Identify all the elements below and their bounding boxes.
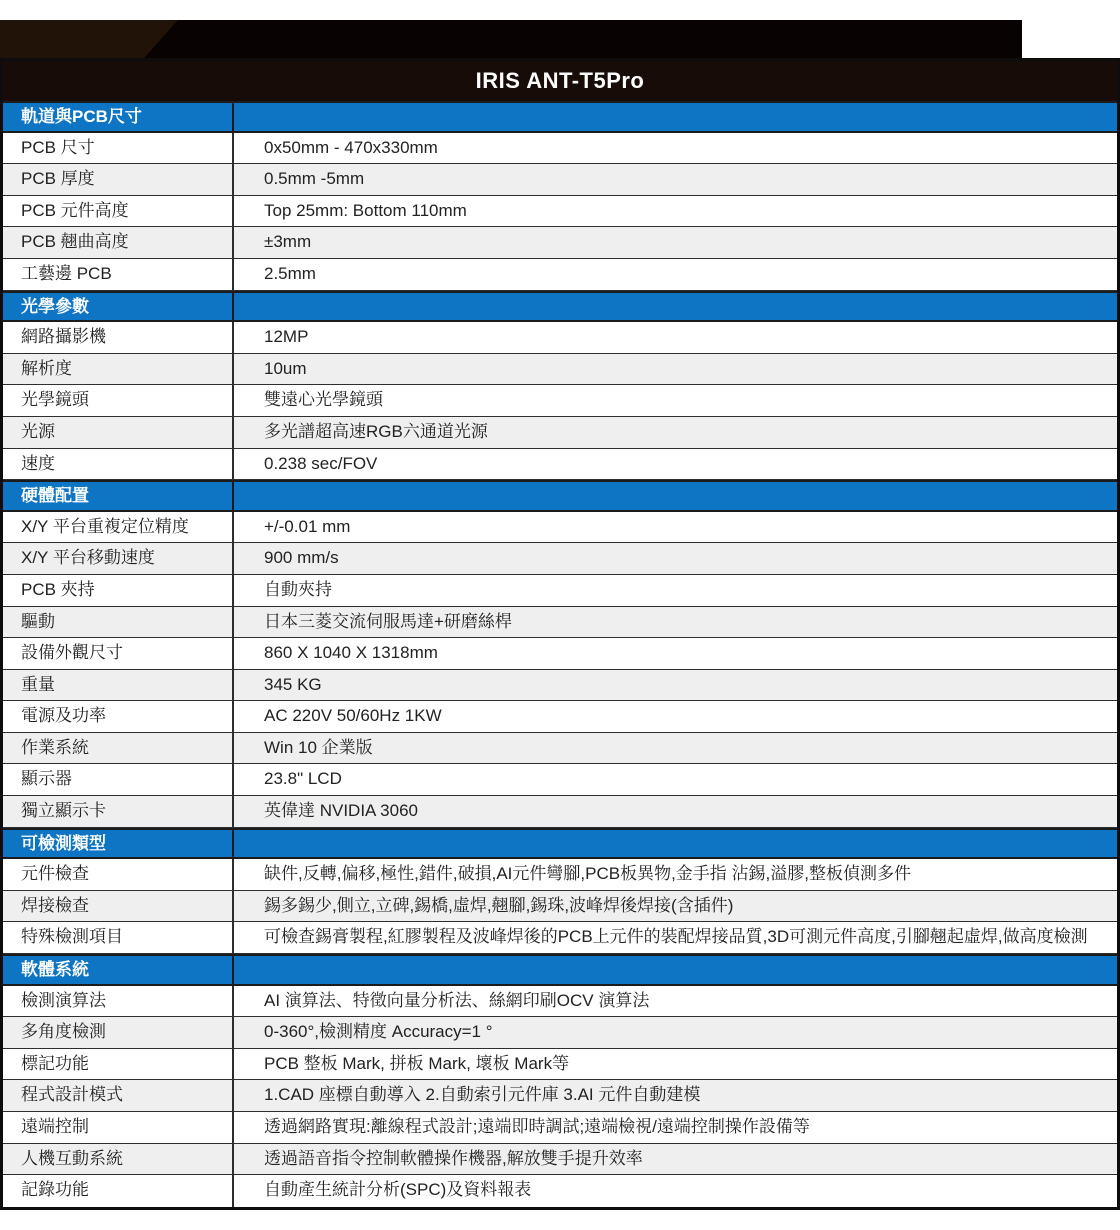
- section-header-spacer: [232, 482, 1117, 510]
- top-banner: [0, 20, 1022, 58]
- spec-row: [3, 733, 1117, 765]
- spec-value: 可檢查錫膏製程,紅膠製程及波峰焊後的PCB上元件的裝配焊接品質,3D可測元件高度,引腳翹起虛焊,做高度檢測: [232, 922, 1117, 953]
- section-header-spacer: [232, 830, 1117, 858]
- spec-value: AI 演算法、特徵向量分析法、絲網印刷OCV 演算法: [232, 986, 1117, 1017]
- spec-row: [3, 196, 1117, 228]
- spec-value: 日本三菱交流伺服馬達+研磨絲桿: [232, 607, 1117, 638]
- spec-row: [3, 417, 1117, 449]
- spec-label: 程式設計模式: [21, 1085, 123, 1105]
- spec-label: 元件檢查: [21, 864, 89, 884]
- section-header-label: 軟體系統: [21, 960, 89, 980]
- spec-value: PCB 整板 Mark, 拼板 Mark, 壞板 Mark等: [232, 1049, 1117, 1080]
- spec-row: [3, 891, 1117, 923]
- spec-label: 遠端控制: [21, 1117, 89, 1136]
- spec-row: [3, 227, 1117, 259]
- spec-value: 0-360°,檢測精度 Accuracy=1 °: [232, 1017, 1117, 1048]
- spec-label: 光學鏡頭: [21, 390, 89, 410]
- spec-value: 自動產生統計分析(SPC)及資料報表: [232, 1175, 1117, 1207]
- spec-value: AC 220V 50/60Hz 1KW: [232, 701, 1117, 732]
- spec-value: 自動夾持: [232, 575, 1117, 606]
- spec-row: [3, 638, 1117, 670]
- spec-value: ±3mm: [232, 227, 1117, 258]
- product-title: IRIS ANT-T5Pro: [3, 61, 1117, 101]
- spec-row: [3, 764, 1117, 796]
- spec-row: [3, 1049, 1117, 1081]
- spec-row: [3, 670, 1117, 702]
- spec-label: PCB 翹曲高度: [21, 232, 129, 252]
- spec-value: 10um: [232, 354, 1117, 385]
- spec-value: 英偉達 NVIDIA 3060: [232, 796, 1117, 827]
- section-header-row: [3, 480, 1117, 512]
- spec-row: [3, 1112, 1117, 1144]
- spec-value: Win 10 企業版: [232, 733, 1117, 764]
- spec-row: [3, 259, 1117, 291]
- spec-label: 顯示器: [21, 769, 72, 789]
- spec-row: [3, 1144, 1117, 1176]
- spec-value: 雙遠心光學鏡頭: [232, 385, 1117, 416]
- spec-value: Top 25mm: Bottom 110mm: [232, 196, 1117, 227]
- spec-value: 860 X 1040 X 1318mm: [232, 638, 1117, 669]
- spec-label: 特殊檢測項目: [21, 927, 123, 947]
- section-header-row: [3, 954, 1117, 986]
- section-header-spacer: [232, 956, 1117, 984]
- spec-value: 0x50mm - 470x330mm: [232, 133, 1117, 164]
- spec-value: 12MP: [232, 322, 1117, 353]
- spec-row: [3, 133, 1117, 165]
- spec-label: X/Y 平台重複定位精度: [21, 516, 189, 536]
- section-header-row: [3, 828, 1117, 860]
- spec-label: PCB 夾持: [21, 579, 95, 599]
- spec-label: 速度: [21, 453, 55, 473]
- spec-value: 錫多錫少,側立,立碑,錫橋,虛焊,翹腳,錫珠,波峰焊後焊接(含插件): [232, 891, 1117, 922]
- spec-row: [3, 859, 1117, 891]
- spec-label: 焊接檢查: [21, 895, 89, 915]
- spec-label: X/Y 平台移動速度: [21, 548, 155, 568]
- section-header-spacer: [232, 103, 1117, 131]
- spec-value: 透過語音指令控制軟體操作機器,解放雙手提升效率: [232, 1144, 1117, 1175]
- spec-value: 23.8" LCD: [232, 764, 1117, 795]
- spec-value: 0.5mm -5mm: [232, 164, 1117, 195]
- spec-row: [3, 354, 1117, 386]
- section-header-label: 軌道與PCB尺寸: [21, 107, 142, 126]
- spec-row: [3, 796, 1117, 828]
- spec-label: PCB 厚度: [21, 169, 95, 189]
- spec-value: 2.5mm: [232, 259, 1117, 290]
- spec-label: 記錄功能: [21, 1180, 89, 1200]
- spec-row: [3, 164, 1117, 196]
- spec-table: [0, 58, 1120, 1210]
- spec-label: 檢測演算法: [21, 990, 106, 1010]
- spec-row: [3, 607, 1117, 639]
- spec-value: 透過網路實現:離線程式設計;遠端即時調試;遠端檢視/遠端控制操作設備等: [232, 1112, 1117, 1143]
- spec-value: 0.238 sec/FOV: [232, 449, 1117, 480]
- spec-row: [3, 512, 1117, 544]
- spec-rows-container: [3, 101, 1117, 1207]
- spec-label: 網路攝影機: [21, 327, 106, 347]
- spec-label: 標記功能: [21, 1053, 89, 1073]
- spec-label: 光源: [21, 421, 55, 441]
- spec-value: 多光譜超高速RGB六通道光源: [232, 417, 1117, 448]
- spec-label: 解析度: [21, 358, 72, 378]
- spec-label: PCB 元件高度: [21, 200, 129, 220]
- spec-row: [3, 986, 1117, 1018]
- spec-row: [3, 575, 1117, 607]
- spec-row: [3, 1080, 1117, 1112]
- spec-row: [3, 701, 1117, 733]
- spec-value: 345 KG: [232, 670, 1117, 701]
- spec-row: [3, 449, 1117, 481]
- logo-shape: [0, 20, 178, 58]
- spec-row: [3, 543, 1117, 575]
- section-header-row: [3, 101, 1117, 133]
- spec-label: 人機互動系統: [21, 1148, 123, 1168]
- section-header-label: 可檢測類型: [21, 833, 106, 853]
- spec-row: [3, 1017, 1117, 1049]
- section-header-row: [3, 291, 1117, 323]
- spec-label: 獨立顯示卡: [21, 801, 106, 821]
- spec-label: PCB 尺寸: [21, 137, 95, 157]
- spec-row: [3, 385, 1117, 417]
- spec-label: 工藝邊 PCB: [21, 263, 112, 283]
- spec-label: 驅動: [21, 611, 55, 631]
- spec-label: 作業系統: [21, 737, 89, 757]
- spec-row: [3, 322, 1117, 354]
- spec-row: [3, 1175, 1117, 1207]
- spec-label: 電源及功率: [21, 706, 106, 726]
- section-header-label: 硬體配置: [21, 486, 89, 506]
- spec-label: 設備外觀尺寸: [21, 643, 123, 663]
- spec-value: 900 mm/s: [232, 543, 1117, 574]
- spec-label: 多角度檢測: [21, 1022, 106, 1042]
- spec-label: 重量: [21, 674, 55, 694]
- spec-value: 1.CAD 座標自動導入 2.自動索引元件庫 3.AI 元件自動建模: [232, 1080, 1117, 1111]
- section-header-label: 光學參數: [21, 296, 89, 316]
- spec-row: [3, 922, 1117, 954]
- section-header-spacer: [232, 293, 1117, 321]
- spec-value: +/-0.01 mm: [232, 512, 1117, 543]
- spec-value: 缺件,反轉,偏移,極性,錯件,破損,AI元件彎腳,PCB板異物,金手指 沾錫,溢膠,整板偵測多件: [232, 859, 1117, 890]
